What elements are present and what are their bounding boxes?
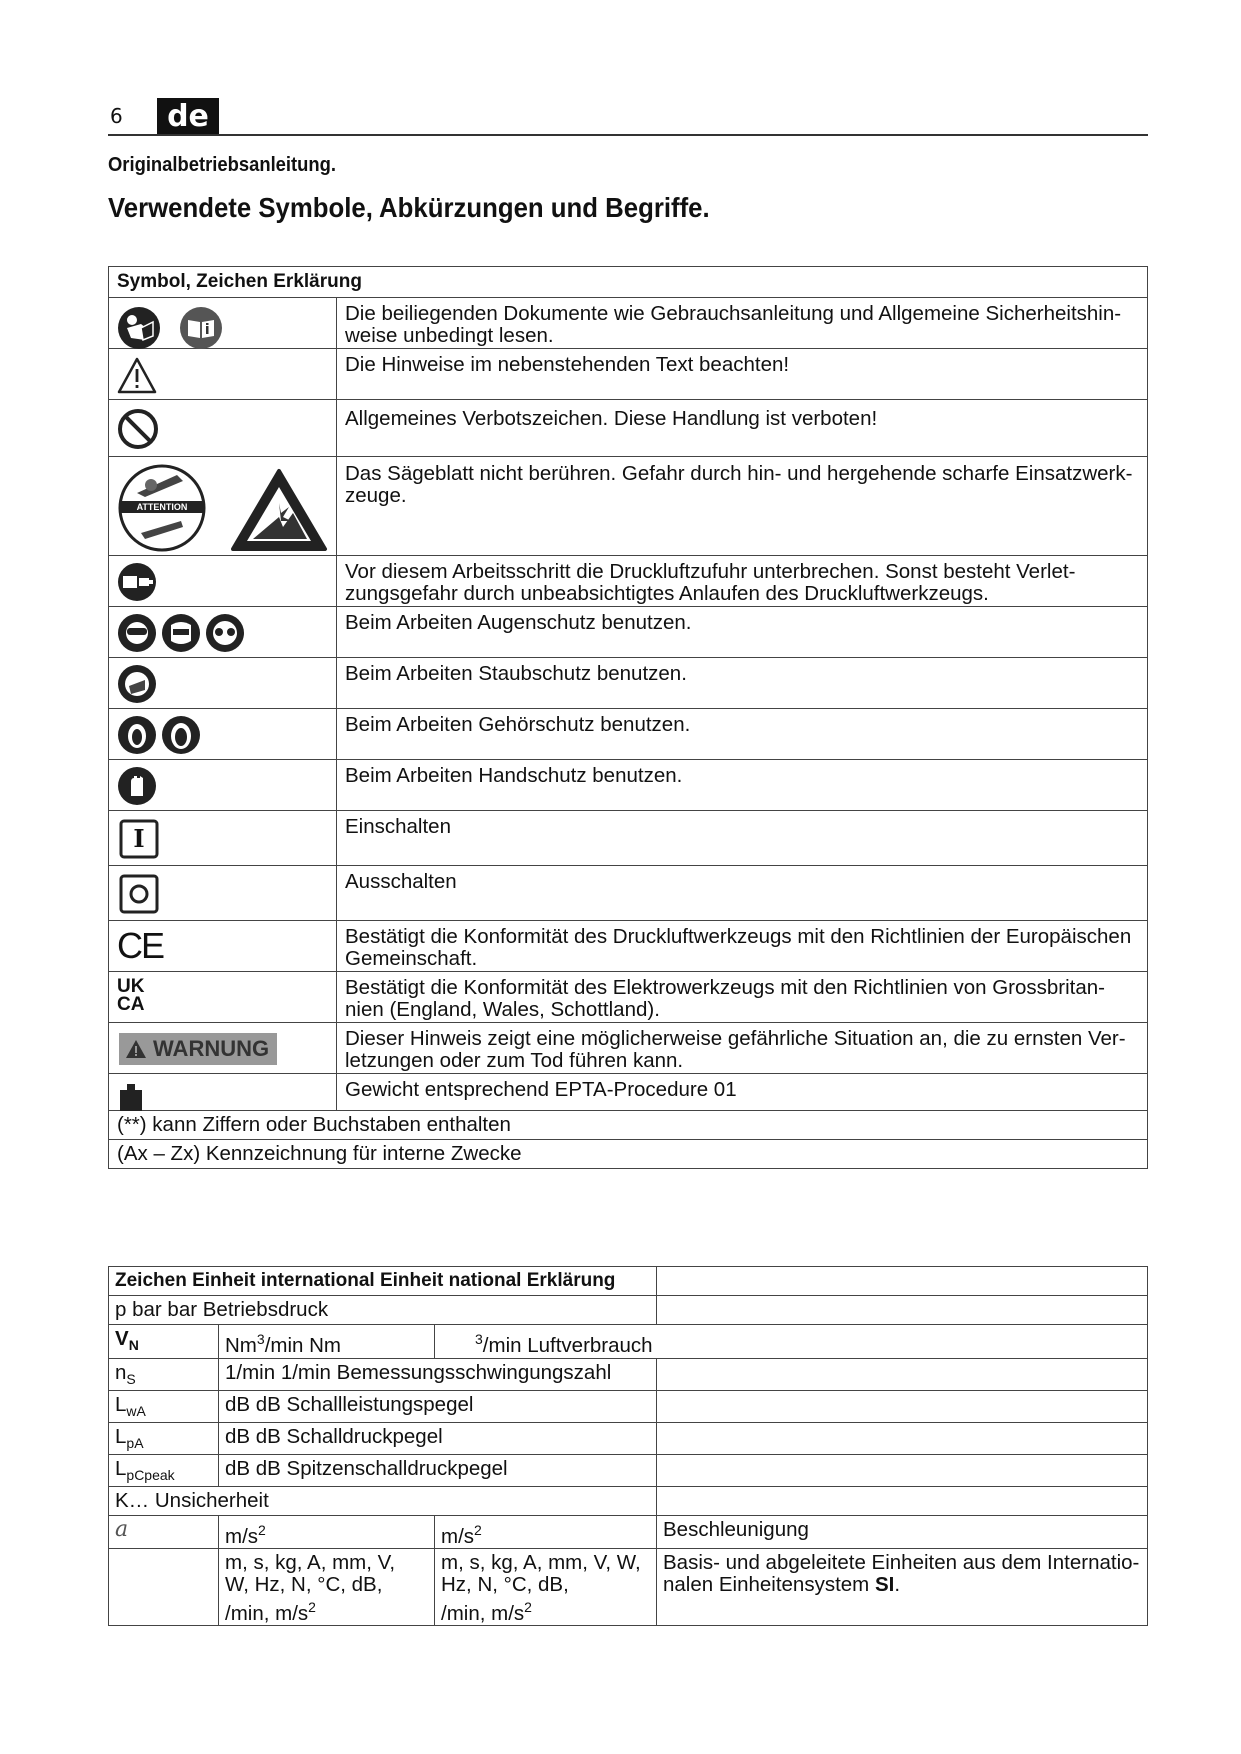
sup: 2 xyxy=(258,1522,266,1538)
sign-sub: wA xyxy=(126,1403,146,1419)
doc-type: Originalbetriebsanleitung. xyxy=(108,154,336,176)
table-row xyxy=(109,972,1148,1023)
row-text: Bestätigt die Konformität des Elektrowerkzeugs mit den Richtlinien von Grossbritan-nien (England, Wales, Schottland). xyxy=(337,972,1148,1023)
prohibition-icon xyxy=(117,408,159,450)
row-text: Beim Arbeiten Staubschutz benutzen. xyxy=(337,658,1148,709)
face-shield-icon xyxy=(161,613,201,653)
row-text: Gewicht entsprechend EPTA-Procedure 01 xyxy=(337,1074,1148,1111)
si-nat-line: /min, m/s xyxy=(441,1602,525,1625)
row-text: Allgemeines Verbotszeichen. Diese Handlung ist verboten! xyxy=(337,400,1148,457)
sharp-blade-warning-icon xyxy=(229,467,329,553)
symbols-table xyxy=(108,266,1148,1169)
table-row xyxy=(109,811,1148,866)
table-row xyxy=(109,1111,1148,1140)
switch-off-icon xyxy=(119,874,159,914)
page-title: Verwendete Symbole, Abkürzungen und Begriffe. xyxy=(108,192,710,223)
table-row xyxy=(109,1325,1148,1359)
row-p: p bar bar Betriebsdruck xyxy=(109,1296,657,1325)
eye-protection-icon xyxy=(117,613,157,653)
table-row xyxy=(109,866,1148,921)
unit-intl-rest: /min Nm xyxy=(264,1334,341,1357)
unit-intl: m/s xyxy=(225,1525,259,1548)
units-table xyxy=(108,1266,1148,1626)
table-row xyxy=(109,658,1148,709)
row-rest: dB dB Schalldruckpegel xyxy=(219,1423,657,1455)
dust-mask-icon xyxy=(117,664,157,704)
table-row xyxy=(109,400,1148,457)
sign: L xyxy=(115,1457,127,1480)
sign-sub: pCpeak xyxy=(126,1467,175,1483)
row-text: Beim Arbeiten Gehörschutz benutzen. xyxy=(337,709,1148,760)
attention-blade-icon xyxy=(117,463,207,553)
page-number: 6 xyxy=(110,104,123,128)
sup: 2 xyxy=(474,1522,482,1538)
info-book-icon xyxy=(179,306,223,350)
warning-label-text: WARNUNG xyxy=(153,1036,270,1061)
table-header-row xyxy=(109,1267,1148,1296)
sign-sub: pA xyxy=(126,1435,144,1451)
table-row xyxy=(109,1423,1148,1455)
explanation: Basis- und abgeleitete Einheiten aus dem Internatio-nalen Einheitensystem xyxy=(663,1551,1140,1596)
sup: 3 xyxy=(475,1331,483,1347)
table-row xyxy=(109,1391,1148,1423)
footnote: (**) kann Ziffern oder Buchstaben enthalten xyxy=(109,1111,1148,1140)
table-row xyxy=(109,1296,1148,1325)
table-row xyxy=(109,607,1148,658)
disconnect-air-icon xyxy=(117,562,157,602)
sign: V xyxy=(115,1327,129,1350)
symbols-table-header: Symbol, Zeichen Erklärung xyxy=(109,267,1148,298)
table-row xyxy=(109,556,1148,607)
ear-protection-icon xyxy=(117,715,157,755)
row-rest: dB dB Spitzenschalldruckpegel xyxy=(219,1455,657,1487)
si-intl-line: /min, m/s xyxy=(225,1602,309,1625)
ukca-label-ca: CA xyxy=(117,994,145,1015)
sign: n xyxy=(115,1361,127,1384)
explanation-end: . xyxy=(894,1573,901,1596)
table-row xyxy=(109,1140,1148,1169)
table-row xyxy=(109,921,1148,972)
si-nat-line: m, s, kg, A, mm, V, W, xyxy=(441,1551,641,1574)
table-row xyxy=(109,709,1148,760)
ukca-label-uk: UK xyxy=(117,976,145,997)
table-row xyxy=(109,298,1148,349)
row-text: Das Sägeblatt nicht berühren. Gefahr durch hin- und hergehende scharfe Einsatzwerk-zeuge. xyxy=(337,457,1148,556)
table-row xyxy=(109,1516,1148,1549)
table-row xyxy=(109,1487,1148,1516)
sign: L xyxy=(115,1393,127,1416)
row-text: Beim Arbeiten Augenschutz benutzen. xyxy=(337,607,1148,658)
sup: 3 xyxy=(256,1331,265,1347)
switch-on-icon xyxy=(119,819,159,859)
attention-label: ATTENTION xyxy=(136,502,188,512)
row-rest: dB dB Schallleistungspegel xyxy=(219,1391,657,1423)
table-row xyxy=(109,760,1148,811)
row-text: Bestätigt die Konformität des Druckluftwerkzeugs mit den Richtlinien der Europäischen Gemeinschaft. xyxy=(337,921,1148,972)
row-text: Dieser Hinweis zeigt eine möglicherweise gefährliche Situation an, die zu ernsten Ver-letzungen oder zum Tod führen kann. xyxy=(337,1023,1148,1074)
row-text: Die beiliegenden Dokumente wie Gebrauchsanleitung und Allgemeine Sicherheitshin-weise unbedingt lesen. xyxy=(337,298,1148,349)
ukca-mark-icon xyxy=(117,978,144,1014)
switch-on-label: I xyxy=(133,824,145,853)
sign: L xyxy=(115,1425,127,1448)
row-rest: 1/min 1/min Bemessungsschwingungszahl xyxy=(219,1359,657,1391)
si-nat-line: Hz, N, °C, dB, xyxy=(441,1573,569,1596)
gloves-icon xyxy=(117,766,157,806)
si-intl-line: m, s, kg, A, mm, V, xyxy=(225,1551,396,1574)
language-badge: de xyxy=(157,98,219,135)
row-text: Vor diesem Arbeitsschritt die Druckluftzufuhr unterbrechen. Sonst besteht Verlet-zungsgefahr durch unbeabsichtigtes Anlaufen des Druckluftwerkzeugs. xyxy=(337,556,1148,607)
row-k: K… Unsicherheit xyxy=(109,1487,657,1516)
units-table-header: Zeichen Einheit international Einheit national Erklärung xyxy=(109,1267,657,1296)
unit-nat-rest: /min Luftverbrauch xyxy=(482,1334,653,1357)
warning-label-icon xyxy=(119,1033,277,1065)
ear-protection-icon xyxy=(161,715,201,755)
read-manual-icon xyxy=(117,306,161,350)
si-intl-line: W, Hz, N, °C, dB, xyxy=(225,1573,383,1596)
table-row xyxy=(109,1359,1148,1391)
goggles-icon xyxy=(205,613,245,653)
table-row xyxy=(109,1549,1148,1626)
sup: 2 xyxy=(308,1599,316,1615)
row-text: Beim Arbeiten Handschutz benutzen. xyxy=(337,760,1148,811)
table-row xyxy=(109,457,1148,556)
explanation-bold: SI xyxy=(874,1573,895,1596)
table-row xyxy=(109,1023,1148,1074)
ce-mark-icon: CE xyxy=(117,925,164,966)
row-text: Einschalten xyxy=(337,811,1148,866)
sup: 2 xyxy=(524,1599,532,1615)
sign-sub: N xyxy=(128,1337,139,1353)
warning-triangle-icon xyxy=(117,357,157,395)
footnote: (Ax – Zx) Kennzeichnung für interne Zwecke xyxy=(109,1140,1148,1169)
unit-nat: m/s xyxy=(441,1525,475,1548)
table-row xyxy=(109,1074,1148,1111)
table-row xyxy=(109,349,1148,400)
table-row xyxy=(109,1455,1148,1487)
unit-intl: Nm xyxy=(225,1334,257,1357)
sign-sub: S xyxy=(126,1371,136,1387)
weight-icon xyxy=(119,1082,143,1112)
row-text: Die Hinweise im nebenstehenden Text beachten! xyxy=(337,349,1148,400)
sign: a xyxy=(109,1516,219,1549)
table-header-row xyxy=(109,267,1148,298)
header-rule xyxy=(108,134,1148,136)
explanation: Beschleunigung xyxy=(657,1516,1148,1549)
row-text: Ausschalten xyxy=(337,866,1148,921)
